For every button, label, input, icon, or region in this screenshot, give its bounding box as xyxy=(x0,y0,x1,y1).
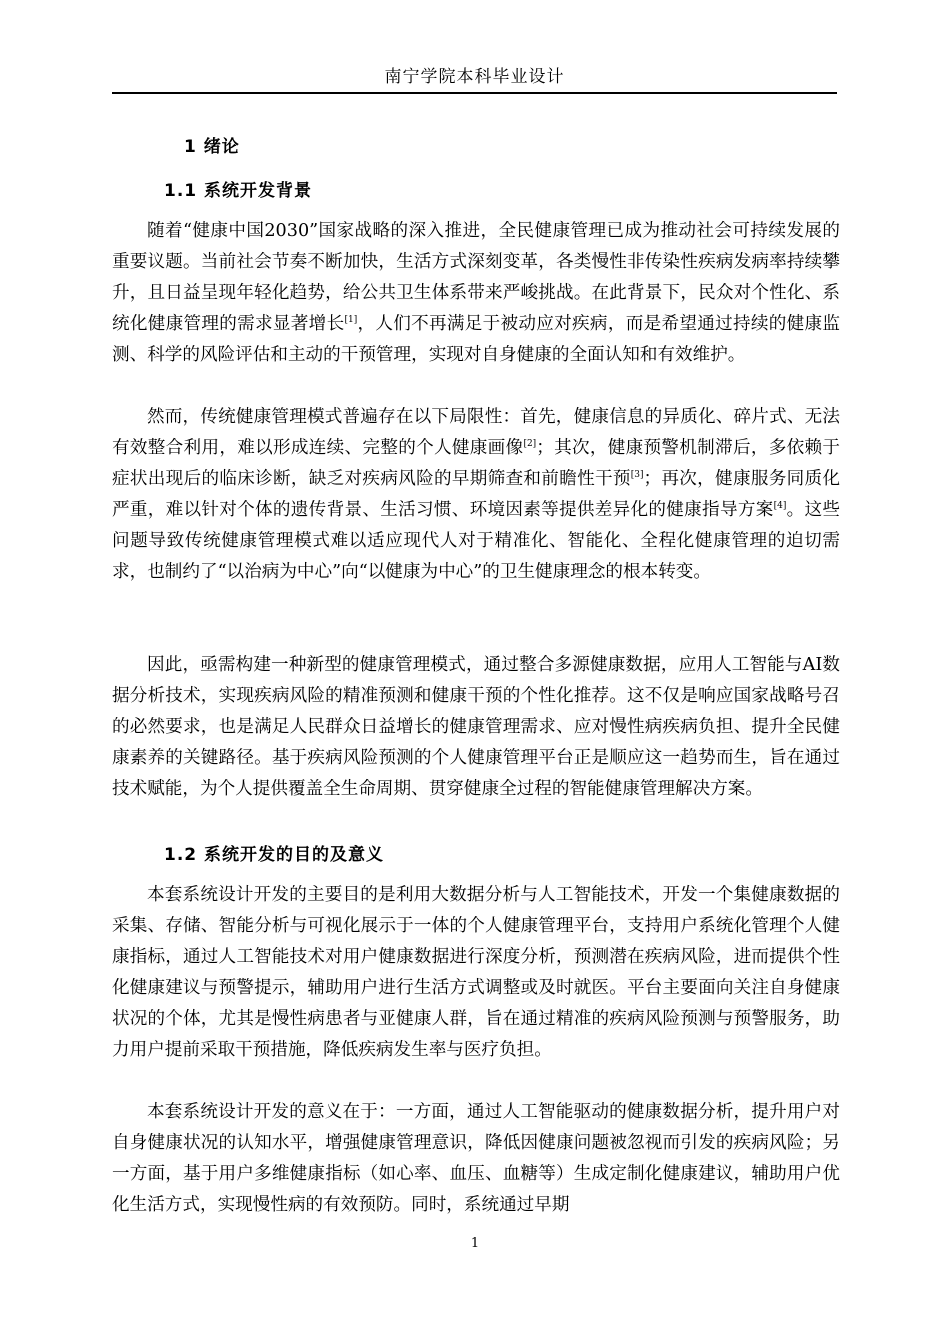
paragraph xyxy=(112,216,840,371)
section-title-1-1: 1.1 系统开发背景 xyxy=(164,181,313,201)
paragraph xyxy=(112,1097,840,1221)
paragraph-text: 本套系统设计开发的主要目的是利用大数据分析与人工智能技术，开发一个集健康数据的采集、存储、智能分析与可视化展示于一体的个人健康管理平台，支持用户系统化管理个人健康指标，通过人工智能技术对用户健康数据进行深度分析，预测潜在疾病风险，进而提供个性化健康建议与预警提示，辅助用户进行生活方式调整或及时就医。平台主要面向关注自身健康状况的个体，尤其是慢性病患者与亚健康人群，旨在通过精准的疾病风险预测与预警服务，助力用户提前采取干预措施，降低疾病发生率与医疗负担。 xyxy=(112,885,840,1060)
citation-ref: [1] xyxy=(344,315,358,326)
paragraph-text: ；再次，健康服务同质化严重，难以针对个体的遗传背景、生活习惯、环境因素等提供差异化的健康指导方案 xyxy=(112,469,840,520)
paragraph xyxy=(112,402,840,588)
paragraph-text: 然而，传统健康管理模式普遍存在以下局限性：首先，健康信息的异质化、碎片式、无法有效整合利用，难以形成连续、完整的个人健康画像 xyxy=(112,407,840,458)
paragraph-text: ，人们不再满足于被动应对疾病，而是希望通过持续的健康监测、科学的风险评估和主动的干预管理，实现对自身健康的全面认知和有效维护。 xyxy=(112,314,840,365)
paragraph xyxy=(112,650,840,805)
paragraph-text: 本套系统设计开发的意义在于：一方面，通过人工智能驱动的健康数据分析，提升用户对自身健康状况的认知水平，增强健康管理意识，降低因健康问题被忽视而引发的疾病风险；另一方面，基于用户多维健康指标（如心率、血压、血糖等）生成定制化健康建议，辅助用户优化生活方式，实现慢性病的有效预防。同时，系统通过早期 xyxy=(112,1102,840,1215)
citation-ref: [3] xyxy=(630,470,644,481)
header-title: 南宁学院本科毕业设计 xyxy=(384,67,565,87)
paragraph xyxy=(112,880,840,1066)
paragraph-text: 随着“健康中国2030”国家战略的深入推进，全民健康管理已成为推动社会可持续发展的重要议题。当前社会节奏不断加快，生活方式深刻变革，各类慢性非传染性疾病发病率持续攀升，且日益呈现年轻化趋势，给公共卫生体系带来严峻挑战。在此背景下，民众对个性化、系统化健康管理的需求显著增长 xyxy=(112,221,840,334)
page-number: 1 xyxy=(470,1236,480,1251)
paragraph-text: ；其次，健康预警机制滞后，多依赖于症状出现后的临床诊断，缺乏对疾病风险的早期筛查和前瞻性干预 xyxy=(112,438,840,489)
chapter-title: 1 绪论 xyxy=(184,137,240,157)
citation-ref: [4] xyxy=(773,501,787,512)
citation-ref: [2] xyxy=(523,439,537,450)
section-title-1-2: 1.2 系统开发的目的及意义 xyxy=(164,845,385,865)
header-divider xyxy=(112,92,837,94)
paragraph-text: 。这些问题导致传统健康管理模式难以适应现代人对于精准化、智能化、全程化健康管理的迫切需求，也制约了“以治病为中心”向“以健康为中心”的卫生健康理念的根本转变。 xyxy=(112,500,840,582)
paragraph-text: 因此，亟需构建一种新型的健康管理模式，通过整合多源健康数据，应用人工智能与AI数据分析技术，实现疾病风险的精准预测和健康干预的个性化推荐。这不仅是响应国家战略号召的必然要求，也是满足人民群众日益增长的健康管理需求、应对慢性病疾病负担、提升全民健康素养的关键路径。基于疾病风险预测的个人健康管理平台正是顺应这一趋势而生，旨在通过技术赋能，为个人提供覆盖全生命周期、贯穿健康全过程的智能健康管理解决方案。 xyxy=(112,655,840,799)
